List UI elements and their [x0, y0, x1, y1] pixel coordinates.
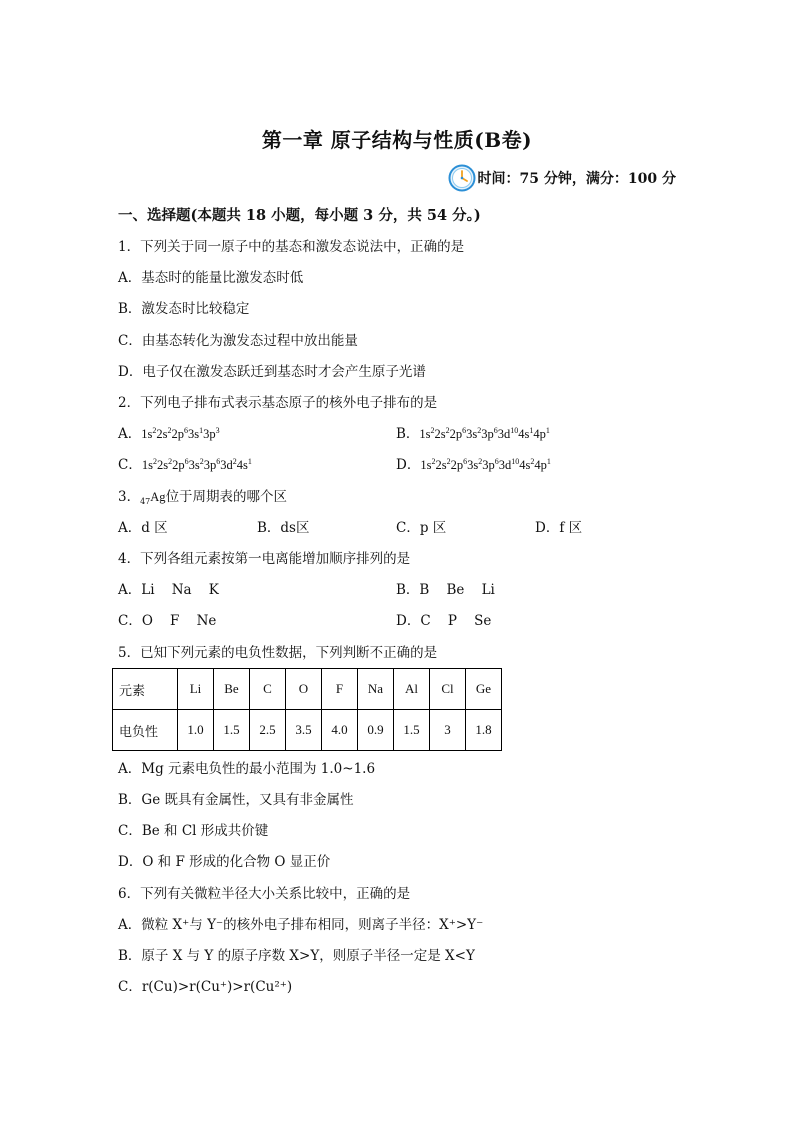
option-label: B．	[396, 426, 420, 442]
table-header-electronegativity: 电负性	[113, 710, 178, 751]
table-cell: Cl	[430, 669, 466, 710]
question-2-option-a	[118, 424, 220, 444]
question-2-option-d	[396, 455, 551, 475]
table-cell: 1.0	[178, 710, 214, 751]
element-symbol: Ag	[150, 490, 166, 504]
electronegativity-table	[112, 668, 502, 751]
question-4-option-b: B．B Be Li	[396, 582, 495, 598]
electron-configuration: $1s^22s^22p^63s^23p^63d^{10}4s^24p^1$	[420, 457, 551, 472]
table-cell: O	[286, 669, 322, 710]
clock-icon	[448, 164, 476, 192]
question-2-option-b	[396, 424, 550, 444]
time-info	[448, 164, 676, 192]
question-text: 位于周期表的哪个区	[165, 489, 288, 505]
question-6-option-c: C．r(Cu)>r(Cu⁺)>r(Cu²⁺)	[118, 979, 293, 995]
question-5-option-b: B．Ge 既具有金属性，又具有非金属性	[118, 792, 354, 808]
table-row-values	[113, 710, 502, 751]
question-3-stem	[118, 487, 287, 507]
question-5-option-a: A．Mg 元素电负性的最小范围为 1.0~1.6	[118, 761, 376, 777]
question-1-option-c: C．由基态转化为激发态过程中放出能量	[118, 333, 358, 349]
question-6-stem: 6．下列有关微粒半径大小关系比较中，正确的是	[118, 886, 411, 902]
question-4-option-c: C．O F Ne	[118, 613, 217, 629]
page-title: 第一章 原子结构与性质(B卷)	[261, 128, 533, 152]
question-1-option-b: B．激发态时比较稳定	[118, 301, 250, 317]
table-cell: 4.0	[322, 710, 358, 751]
question-2-stem: 2．下列电子排布式表示基态原子的核外电子排布的是	[118, 395, 438, 411]
electron-configuration: $1s^22s^22p^63s^13p^3$	[141, 426, 220, 441]
table-cell: 1.5	[214, 710, 250, 751]
question-4-stem: 4．下列各组元素按第一电离能增加顺序排列的是	[118, 551, 411, 567]
question-5-option-d: D．O 和 F 形成的化合物 O 显正价	[118, 854, 331, 870]
electron-configuration: $1s^22s^22p^63s^23p^63d^{10}4s^14p^1$	[419, 426, 550, 441]
question-6-option-b: B．原子 X 与 Y 的原子序数 X>Y，则原子半径一定是 X<Y	[118, 948, 475, 964]
question-1-stem: 1．下列关于同一原子中的基态和激发态说法中，正确的是	[118, 239, 465, 255]
option-label: D．	[396, 457, 421, 473]
question-5-option-c: C．Be 和 Cl 形成共价键	[118, 823, 269, 839]
question-6-option-a: A．微粒 X⁺与 Y⁻的核外电子排布相同，则离子半径：X⁺>Y⁻	[118, 917, 484, 933]
table-cell: Al	[394, 669, 430, 710]
question-3-option-c: C．p 区	[396, 520, 447, 536]
table-header-element: 元素	[113, 669, 178, 710]
electron-configuration: $1s^22s^22p^63s^23p^63d^24s^1$	[141, 457, 252, 472]
question-4-option-d: D．C P Se	[396, 613, 492, 629]
option-label: A．	[118, 426, 142, 442]
table-cell: Na	[358, 669, 394, 710]
question-1-option-d: D．电子仅在激发态跃迁到基态时才会产生原子光谱	[118, 364, 426, 380]
table-row-elements	[113, 669, 502, 710]
question-5-stem: 5．已知下列元素的电负性数据，下列判断不正确的是	[118, 645, 438, 661]
table-cell: 2.5	[250, 710, 286, 751]
table-cell: 1.5	[394, 710, 430, 751]
table-cell: Be	[214, 669, 250, 710]
mass-number: 47	[140, 497, 151, 506]
question-3-option-d: D．f 区	[535, 520, 583, 536]
option-label: C．	[118, 457, 142, 473]
time-limit-text: 时间：75 分钟，满分：100 分	[477, 171, 676, 187]
question-1-option-a: A．基态时的能量比激发态时低	[118, 270, 304, 286]
table-cell: 1.8	[466, 710, 502, 751]
table-cell: 0.9	[358, 710, 394, 751]
table-cell: F	[322, 669, 358, 710]
section-heading: 一、选择题(本题共 18 小题，每小题 3 分，共 54 分。)	[118, 207, 481, 224]
table-cell: Li	[178, 669, 214, 710]
question-3-option-b: B．ds区	[257, 520, 310, 536]
table-cell: 3.5	[286, 710, 322, 751]
question-3-option-a: A．d 区	[118, 520, 168, 536]
question-2-option-c	[118, 455, 252, 475]
question-number: 3．	[118, 489, 141, 505]
question-4-option-a: A．Li Na K	[118, 582, 219, 598]
table-cell: 3	[430, 710, 466, 751]
table-cell: C	[250, 669, 286, 710]
table-cell: Ge	[466, 669, 502, 710]
